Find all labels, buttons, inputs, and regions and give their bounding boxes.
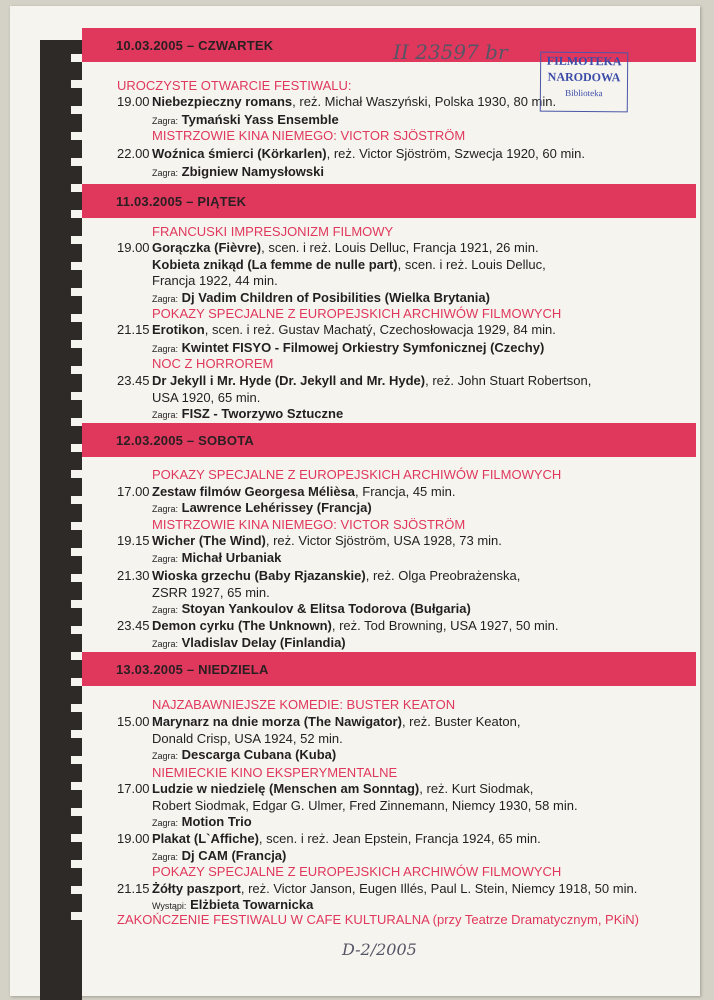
film-title: Wioska grzechu (Baby Rjazanskie) (152, 568, 366, 583)
film-details: , reż. Kurt Siodmak, (419, 781, 534, 796)
music-label: Zagra: (152, 116, 179, 126)
musician-name: Stoyan Yankoulov & Elitsa Todorova (Bułgaria) (181, 601, 471, 616)
music-line (152, 164, 324, 179)
screening-row (0, 781, 714, 799)
screening-time: 17.00 (117, 484, 150, 499)
film-details: Francja 1922, 44 min. (152, 273, 278, 288)
musician-name: Dj CAM (Francja) (181, 848, 287, 863)
section-heading-text: MISTRZOWIE KINA NIEMEGO: VICTOR SJÖSTRÖM (152, 517, 466, 532)
section-heading-text: POKAZY SPECJALNE Z EUROPEJSKICH ARCHIWÓW FILMOWYCH (152, 864, 562, 879)
film-details: USA 1920, 65 min. (152, 390, 261, 405)
section-heading-text: NIEMIECKIE KINO EKSPERYMENTALNE (152, 765, 398, 780)
film-details: ZSRR 1927, 65 min. (152, 585, 270, 600)
film-title: Marynarz na dnie morza (The Nawigator) (152, 714, 402, 729)
music-line (152, 340, 544, 355)
section-heading-text: POKAZY SPECJALNE Z EUROPEJSKICH ARCHIWÓW FILMOWYCH (152, 306, 562, 321)
film-title: Żółty paszport (152, 881, 241, 896)
sprocket-hole (71, 444, 82, 452)
musician-name: Michał Urbaniak (181, 550, 282, 565)
film-title: Gorączka (Fièvre) (152, 240, 262, 255)
screening-text (152, 881, 637, 896)
music-label: Zagra: (152, 554, 179, 564)
screening-text (152, 373, 591, 388)
day-header-label: 10.03.2005 – CZWARTEK (116, 38, 274, 53)
screening-text (152, 146, 585, 161)
music-label: Zagra: (152, 168, 179, 178)
music-line (152, 290, 490, 305)
section-heading-text: NAJZABAWNIEJSZE KOMEDIE: BUSTER KEATON (152, 697, 456, 712)
stamp-line: FILMOTEKA (546, 53, 622, 69)
music-label: Zagra: (152, 818, 179, 828)
film-details: , reż. Victor Sjöström, USA 1928, 73 min. (265, 533, 502, 548)
day-header-label: 13.03.2005 – NIEDZIELA (116, 662, 269, 677)
musician-name: Zbigniew Namysłowski (181, 164, 324, 179)
screening-time: 19.15 (117, 533, 150, 548)
musician-name: Lawrence Lehérissey (Francja) (181, 500, 372, 515)
screening-text (152, 618, 559, 633)
screening-row (0, 714, 714, 732)
screening-text (152, 240, 539, 255)
film-details: Robert Siodmak, Edgar G. Ulmer, Fred Zinnemann, Niemcy 1930, 58 min. (152, 798, 578, 813)
film-title: Zestaw filmów Georgesa Mélièsa (152, 484, 356, 499)
music-label: Wystąpi: (152, 901, 187, 911)
music-accompaniment (0, 500, 714, 518)
screening-time: 15.00 (117, 714, 150, 729)
section-heading (0, 864, 714, 882)
screening-time: 19.00 (117, 831, 150, 846)
handwritten-signature-number: D-2/2005 (342, 940, 417, 959)
music-line (152, 601, 471, 616)
music-accompaniment (0, 550, 714, 568)
stamp-line: NARODOWA (547, 69, 621, 85)
screening-text (152, 322, 556, 337)
music-line (152, 747, 336, 762)
music-line (152, 500, 372, 515)
musician-name: Kwintet FISYO - Filmowej Orkiestry Symfonicznej (Czechy) (181, 340, 545, 355)
music-label: Zagra: (152, 294, 179, 304)
film-title: Kobieta znikąd (La femme de nulle part) (152, 257, 398, 272)
sprocket-hole (71, 652, 82, 660)
music-line (152, 406, 343, 421)
music-label: Zagra: (152, 852, 179, 862)
film-details: , reż. Tod Browning, USA 1927, 50 min. (331, 618, 559, 633)
film-details: , reż. Michał Waszyński, Polska 1930, 80 min. (292, 94, 557, 109)
stamp-line: Biblioteka (565, 87, 603, 99)
film-title: Dr Jekyll i Mr. Hyde (Dr. Jekyll and Mr. Hyde) (152, 373, 426, 388)
sprocket-hole (71, 210, 82, 218)
closing-line: ZAKOŃCZENIE FESTIWALU W CAFE KULTURALNA (przy Teatrze Dramatycznym, PKiN) (117, 912, 640, 927)
section-heading-text: POKAZY SPECJALNE Z EUROPEJSKICH ARCHIWÓW FILMOWYCH (152, 467, 562, 482)
screening-time: 21.15 (117, 881, 150, 896)
music-line (152, 112, 339, 127)
film-title: Woźnica śmierci (Körkarlen) (152, 146, 327, 161)
film-details-continued (0, 273, 714, 291)
screening-row (0, 146, 714, 164)
film-details: , reż. Buster Keaton, (401, 714, 521, 729)
music-accompaniment (0, 601, 714, 619)
screening-row (0, 618, 714, 636)
music-label: Zagra: (152, 344, 179, 354)
music-accompaniment (0, 747, 714, 765)
music-label: Zagra: (152, 410, 179, 420)
film-title: Niebezpieczny romans (152, 94, 293, 109)
screening-time: 19.00 (117, 94, 150, 109)
screening-time: 23.45 (117, 618, 150, 633)
screening-text (152, 257, 546, 272)
film-details: , scen. i reż. Gustav Machatý, Czechosłowacja 1929, 84 min. (204, 322, 556, 337)
film-details: , reż. John Stuart Robertson, (425, 373, 592, 388)
screening-text (152, 714, 520, 729)
screening-time: 21.15 (117, 322, 150, 337)
section-heading (0, 356, 714, 374)
section-heading (0, 128, 714, 146)
screening-text (152, 484, 455, 499)
film-title: Wicher (The Wind) (152, 533, 266, 548)
section-heading (0, 467, 714, 485)
music-accompaniment (0, 406, 714, 424)
screening-text (152, 568, 520, 583)
screening-text (152, 533, 502, 548)
section-heading-text: MISTRZOWIE KINA NIEMEGO: VICTOR SJÖSTRÖM (152, 128, 466, 143)
section-heading-text: UROCZYSTE OTWARCIE FESTIWALU: (117, 78, 352, 93)
music-accompaniment (0, 164, 714, 182)
film-details: , reż. Olga Preobrażenska, (365, 568, 521, 583)
screening-row (0, 533, 714, 551)
screening-time: 19.00 (117, 240, 150, 255)
screening-time: 17.00 (117, 781, 150, 796)
film-title: Plakat (L`Affiche) (152, 831, 259, 846)
music-accompaniment (0, 814, 714, 832)
film-details: , scen. i reż. Jean Epstein, Francja 1924, 65 min. (258, 831, 541, 846)
film-details: , scen. i reż. Louis Delluc, Francja 1921, 26 min. (261, 240, 539, 255)
music-line (152, 550, 281, 565)
film-details: Donald Crisp, USA 1924, 52 min. (152, 731, 343, 746)
sprocket-hole (71, 54, 82, 62)
handwritten-inventory-number: II 23597 br (393, 40, 508, 64)
film-details: , Francja, 45 min. (355, 484, 456, 499)
screening-time: 21.30 (117, 568, 150, 583)
day-header-label: 11.03.2005 – PIĄTEK (116, 194, 247, 209)
sprocket-hole (71, 184, 82, 192)
music-line (152, 635, 346, 650)
screening-text (152, 831, 541, 846)
film-details: , reż. Victor Sjöström, Szwecja 1920, 60 min. (326, 146, 586, 161)
musician-name: Motion Trio (181, 814, 252, 829)
music-label: Zagra: (152, 605, 179, 615)
musician-name: Descarga Cubana (Kuba) (181, 747, 337, 762)
library-stamp (540, 52, 629, 113)
music-line (152, 814, 252, 829)
film-details: , reż. Victor Janson, Eugen Illés, Paul L. Stein, Niemcy 1918, 50 min. (240, 881, 638, 896)
screening-row (0, 240, 714, 258)
musician-name: FISZ - Tworzywo Sztuczne (181, 406, 344, 421)
musician-name: Dj Vadim Children of Posibilities (Wielka Brytania) (181, 290, 490, 305)
section-heading (0, 697, 714, 715)
musician-name: Tymański Yass Ensemble (181, 112, 339, 127)
musician-name: Elżbieta Towarnicka (190, 897, 314, 912)
film-title: Erotikon (152, 322, 205, 337)
music-label: Zagra: (152, 504, 179, 514)
musician-name: Vladislav Delay (Finlandia) (181, 635, 346, 650)
screening-time: 23.45 (117, 373, 150, 388)
screening-row (0, 831, 714, 849)
music-label: Zagra: (152, 751, 179, 761)
film-title: Ludzie w niedzielę (Menschen am Sonntag) (152, 781, 420, 796)
section-heading-text: FRANCUSKI IMPRESJONIZM FILMOWY (152, 224, 394, 239)
music-line (152, 897, 313, 912)
screening-row (0, 373, 714, 391)
screening-text (152, 94, 556, 109)
film-title: Demon cyrku (The Unknown) (152, 618, 332, 633)
section-heading-text: NOC Z HORROREM (152, 356, 274, 371)
day-header-label: 12.03.2005 – SOBOTA (116, 433, 254, 448)
sprocket-hole (71, 678, 82, 686)
screening-row (0, 322, 714, 340)
screening-text (152, 781, 533, 796)
screening-time: 22.00 (117, 146, 150, 161)
film-details: , scen. i reż. Louis Delluc, (397, 257, 546, 272)
music-accompaniment (0, 635, 714, 653)
screening-row (0, 568, 714, 586)
music-label: Zagra: (152, 639, 179, 649)
music-line (152, 848, 286, 863)
